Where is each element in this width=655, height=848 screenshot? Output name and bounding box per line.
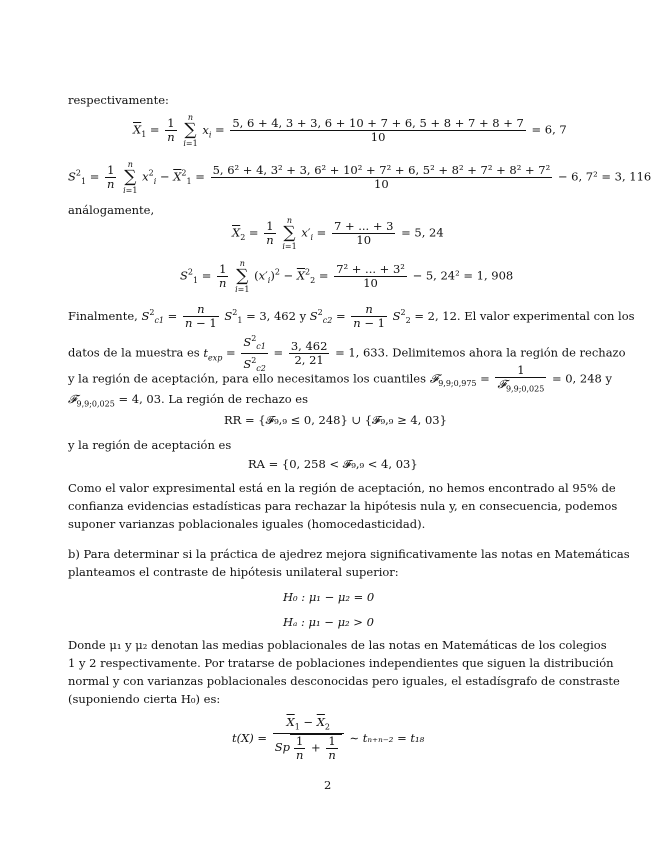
equation-variance-s2: $S^2_1$ = $\frac{1}{n}$ n ∑ i=1 $(x'_i)^2 - \overline{X}^2_2$ = $\frac{\text{7² + ... + 3²}}{10}$ − 5, 24² = 1, 908 [180, 259, 514, 294]
paragraph-donde-line2: 1 y 2 respectivamente. Por tratarse de poblaciones independientes que siguen la distribución [68, 656, 614, 670]
paragraph-donde-line3: normal y con varianzas poblacionales desconocidas pero iguales, el estadísgrafo de constraste [68, 674, 620, 688]
text-analogamente: análogamente, [68, 203, 155, 217]
equation-region-aceptacion: RA = {0, 258 < 𝓕₉,₉ < 4, 03} [248, 457, 418, 471]
equation-variance-s1: $S^2_1$ = $\frac{1}{n}$ n ∑ i=1 $x^2_i - \overline{X}^2_1$ = $\frac{\text{5, 6² + 4, 3² + 3, 6² + 10² + 7² + 6, 5² + 8² + 7² + 8² + 7²}}{10}$ − 6, 7² = 3, 116 [68, 160, 652, 195]
equation-null-hypothesis: H₀ : μ₁ − μ₂ = 0 [283, 590, 375, 604]
paragraph-donde-line4: (suponiendo cierta H₀) es: [68, 692, 221, 706]
text-respectivamente: respectivamente: [68, 93, 169, 107]
page-number: 2 [324, 778, 332, 792]
paragraph-b-line1: b) Para determinar si la práctica de ajedrez mejora significativamente las notas en Matemáticas [68, 547, 630, 561]
text-region-aceptacion-intro: y la región de aceptación es [68, 438, 232, 452]
paragraph-conclusion-line2: confianza evidencias estadísticas para rechazar la hipótesis nula y, en consecuencia, podemos [68, 499, 618, 513]
equation-alternative-hypothesis: Hₐ : μ₁ − μ₂ > 0 [283, 615, 374, 629]
paragraph-region-rechazo-intro: 𝓕$_{9,9;0,025}$ = 4, 03. La región de rechazo es [68, 392, 308, 409]
paragraph-donde-line1: Donde μ₁ y μ₂ denotan las medias poblacionales de las notas en Matemáticas de los colegios [68, 638, 607, 652]
equation-t-statistic: t(X) = $\overline{X}_1 - \overline{X}_2$ Sp $\frac{1}{n}$ + $\frac{1}{n}$ ∼ tₙ₊ₙ₋₂ = t₁₈ [232, 715, 425, 763]
equation-mean-x1: $\overline{X}_1$ = $\frac{1}{n}$ n ∑ i=1 $x_i$ = $\frac{5, 6 + 4, 3 + 3, 6 + 10 + 7 + 6, 5 + 8 + 7 + 8 + 7}{10}$ = 6, 7 [133, 113, 567, 148]
paragraph-conclusion-line3: suponer varianzas poblacionales iguales (homocedasticidad). [68, 517, 426, 531]
equation-mean-x2: $\overline{X}_2$ = $\frac{1}{n}$ n ∑ i=1 $x'_i$ = $\frac{7 + ... + 3}{10}$ = 5, 24 [232, 216, 444, 251]
paragraph-conclusion-line1: Como el valor expresimental está en la región de aceptación, no hemos encontrado al 95% de [68, 481, 616, 495]
paragraph-finalmente-line: Finalmente, $S^2_{c1}$ = $\frac{n}{n - 1}$ $S^2_1 = 3$, 462 y $S^2_{c2}$ = $\frac{n}{n - 1}$ $S^2_2 = 2$, 12. El valor experimental con los [68, 302, 635, 331]
paragraph-b-line2: planteamos el contraste de hipótesis unilateral superior: [68, 565, 399, 579]
paragraph-cuantiles-line: y la región de aceptación, para ello necesitamos los cuantiles 𝓕$_{9,9;0,975}$ = $\frac{1}{𝓕_{9,9;0,025}}$ = 0, 248 y [68, 363, 612, 394]
paragraph-datos-muestra-line: datos de la muestra es $t_{exp}$ = $\frac{S^2_{c1}}{S^2_{c2}}$ = $\frac{3, 462}{2, 21}$ = 1, 633. Delimitemos ahora la región de rechazo [68, 334, 626, 374]
equation-region-rechazo: RR = {𝓕₉,₉ ≤ 0, 248} ∪ {𝓕₉,₉ ≥ 4, 03} [224, 413, 447, 427]
